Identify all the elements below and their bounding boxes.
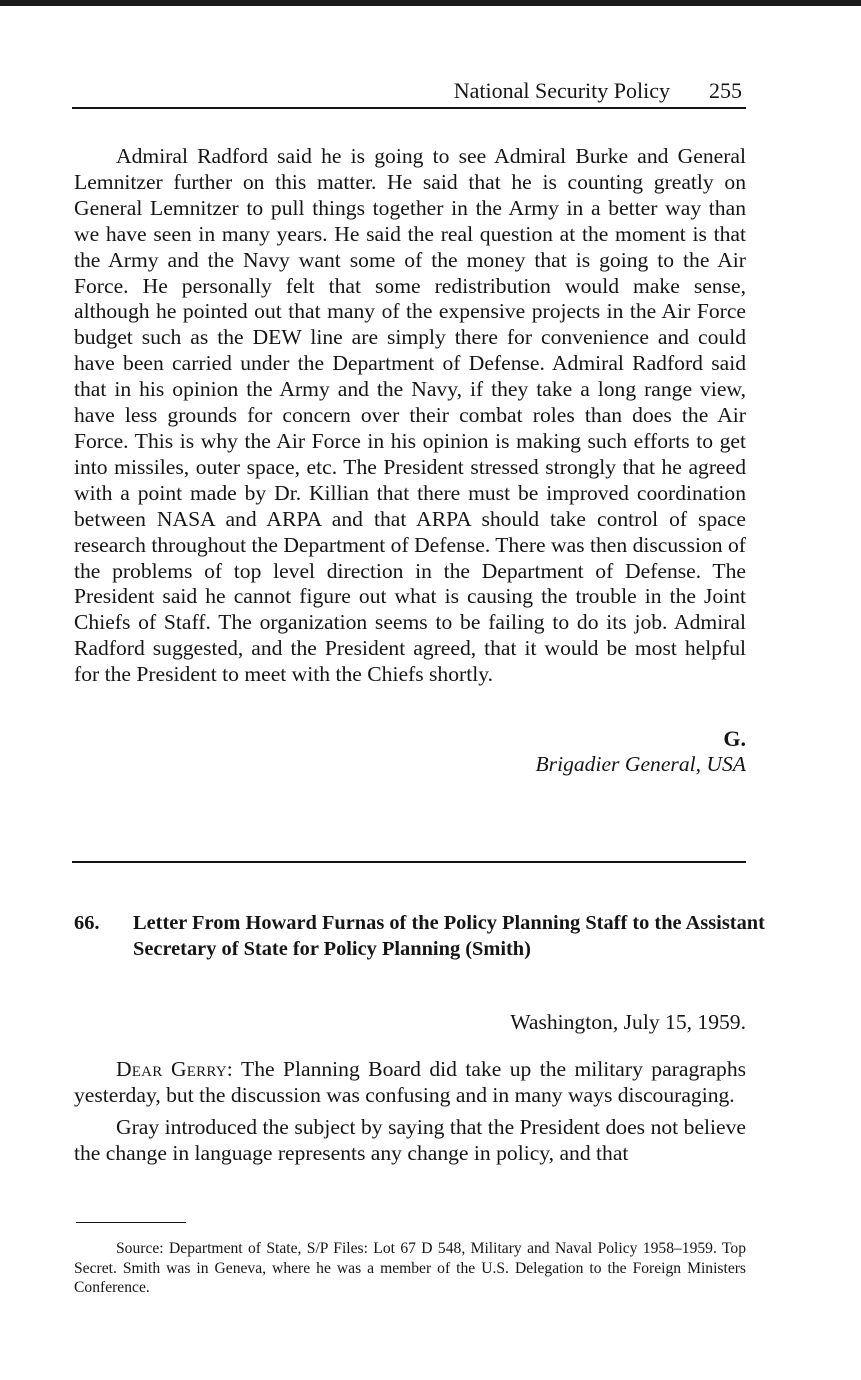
section-separator-rule (72, 861, 746, 863)
signature-title: Brigadier General, USA (535, 752, 746, 776)
document-title: Letter From Howard Furnas of the Policy Planning Staff to the Assistant Secretary of State for Policy Planning (Smith) (133, 912, 765, 960)
signature-initial: G. (723, 726, 746, 751)
letter-paragraph-1-text: The Planning Board did take up the military paragraphs yesterday, but the discussion was confusing and in many ways discouraging. (74, 1057, 747, 1107)
memo-body (74, 144, 746, 688)
memo-paragraph: Admiral Radford said he is going to see Admiral Burke and General Lemnitzer further on this matter. He said that he is counting greatly on General Lemnitzer to pull things together in the Army in a better way than we have seen in many years. He said the real question at the moment is that the Army and the Navy want some of the money that is going to the Air Force. He personally felt that some redistribution would make sense, although he pointed out that many of the expensive projects in the Air Force budget such as the DEW line are simply there for convenience and could have been carried under the Department of Defense. Admiral Radford said that in his opinion the Army and the Navy, if they take a long range view, have less grounds for concern over their combat roles than does the Air Force. This is why the Air Force in his opinion is making such efforts to get into missiles, outer space, etc. The President stressed strongly that he agreed with a point made by Dr. Killian that there must be improved coordination between NASA and ARPA and that ARPA should take control of space research throughout the Department of Defense. There was then discussion of the problems of top level direction in the Department of Defense. The President said he cannot figure out what is causing the trouble in the Joint Chiefs of Staff. The organization seems to be failing to do its job. Admiral Radford suggested, and the President agreed, that it would be most helpful for the President to meet with the Chiefs shortly. (74, 144, 746, 687)
document-number: 66. (74, 912, 100, 934)
dateline: Washington, July 15, 1959. (510, 1010, 746, 1034)
header-rule (72, 107, 746, 109)
salutation: Dear Gerry: (116, 1057, 233, 1081)
letter-paragraph-1 (74, 1057, 746, 1109)
footnote-rule (76, 1222, 186, 1223)
source-footnote: Source: Department of State, S/P Files: Lot 67 D 548, Military and Naval Policy 1958–1959. Top Secret. Smith was in Geneva, where he was a member of the U.S. Delegation to the Foreign Ministers Conference. (74, 1240, 746, 1296)
page-top-border (0, 0, 861, 6)
letter-paragraph-2: Gray introduced the subject by saying that the President does not believe the change in language represents any change in policy, and that (74, 1114, 746, 1165)
page-number: 255 (709, 78, 742, 103)
letter-body (74, 1057, 746, 1167)
running-head (72, 76, 746, 106)
running-head-title: National Security Policy (453, 78, 670, 103)
